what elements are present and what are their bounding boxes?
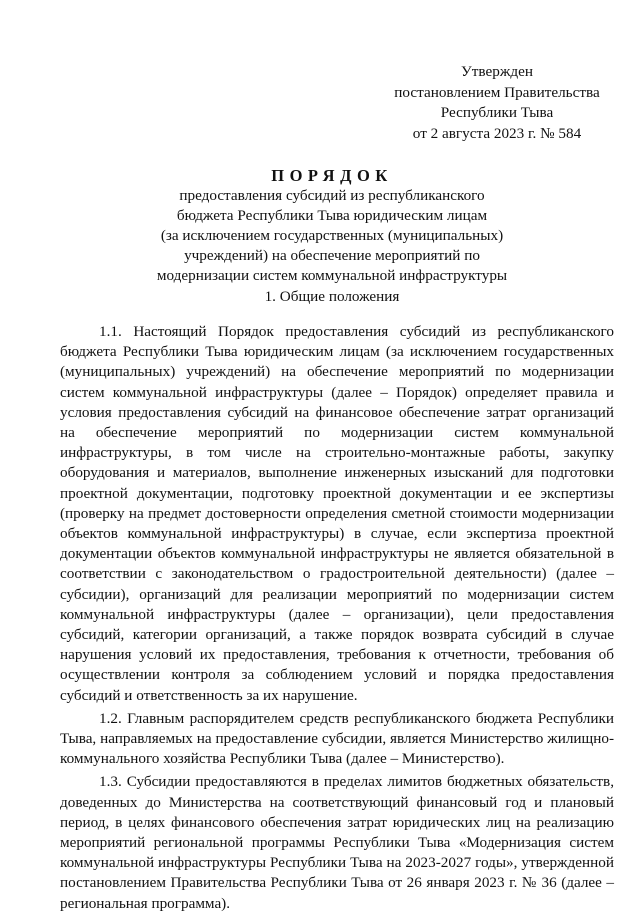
approval-line: Утвержден — [461, 63, 533, 80]
approval-stamp — [382, 62, 612, 144]
subtitle-line: (за исключением государственных (муниципальных) — [160, 227, 504, 244]
document-subtitle — [0, 186, 640, 286]
subtitle-line: модернизации систем коммунальной инфраструктуры — [156, 267, 508, 284]
document-title: ПОРЯДОК — [271, 166, 393, 185]
subtitle-line: предоставления субсидий из республиканского — [179, 187, 485, 204]
approval-date-line: от 2 августа 2023 г. № 584 — [412, 124, 582, 142]
paragraph-1-1: 1.1. Настоящий Порядок предоставления субсидий из республиканского бюджета Республики Тыва юридическим лицам (за исключением государственных (муниципальных) учреждений) на обеспечение мероприятий по модернизации систем коммунальной инфраструктуры (далее – Порядок) определяет правила и условия предоставления субсидий на финансовое обеспечение затрат организаций на обеспечение мероприятий по модернизации систем коммунальной инфраструктуры, в том числе на строительно-монтажные работы, закупку оборудования и материалов, выполнение инженерных изысканий для подготовки проектной документации, подготовку проектной документации и ее экспертизы (проверку на предмет достоверности определения сметной стоимости модернизации объектов коммунальной инфраструктуры) в случае, если экспертиза проектной документации объектов коммунальной инфраструктуры не является обязательной в соответствии с законодательством о градостроительной деятельности) (далее – субсидии), организаций для реализации мероприятий по модернизации систем коммунальной инфраструктуры (далее – организации), цели предоставления субсидий, категории организаций, а также порядок возврата субсидий в случае нарушения условий их предоставления, требования к отчетности, требования об осуществлении контроля за соблюдением условий и порядка предоставления субсидий и ответственность за их нарушение. — [60, 323, 614, 704]
paragraph-1-2: 1.2. Главным распорядителем средств республиканского бюджета Республики Тыва, направляемых на предоставление субсидии, является Министерство жилищно-коммунального хозяйства Республики Тыва (далее – Министерство). — [60, 709, 614, 768]
approval-line: постановлением Правительства — [394, 83, 600, 101]
paragraph-1-3: 1.3. Субсидии предоставляются в пределах лимитов бюджетных обязательств, доведенных до Министерства на соответствующий финансовый год и плановый период, в целях финансового обеспечения затрат юридических лиц на реализацию мероприятий региональной программы Республики Тыва «Модернизация систем коммунальной инфраструктуры Республики Тыва на 2023-2027 годы», утвержденной постановлением Правительства Республики Тыва от 26 января 2023 г. № 36 (далее – региональная программа). — [60, 773, 614, 912]
approval-line: Республики Тыва — [440, 104, 554, 121]
subtitle-line: бюджета Республики Тыва юридическим лицам — [176, 207, 488, 224]
document-body — [60, 322, 614, 917]
subtitle-line: учреждений) на обеспечение мероприятий по — [184, 247, 480, 264]
section-heading: 1. Общие положения — [264, 288, 400, 305]
